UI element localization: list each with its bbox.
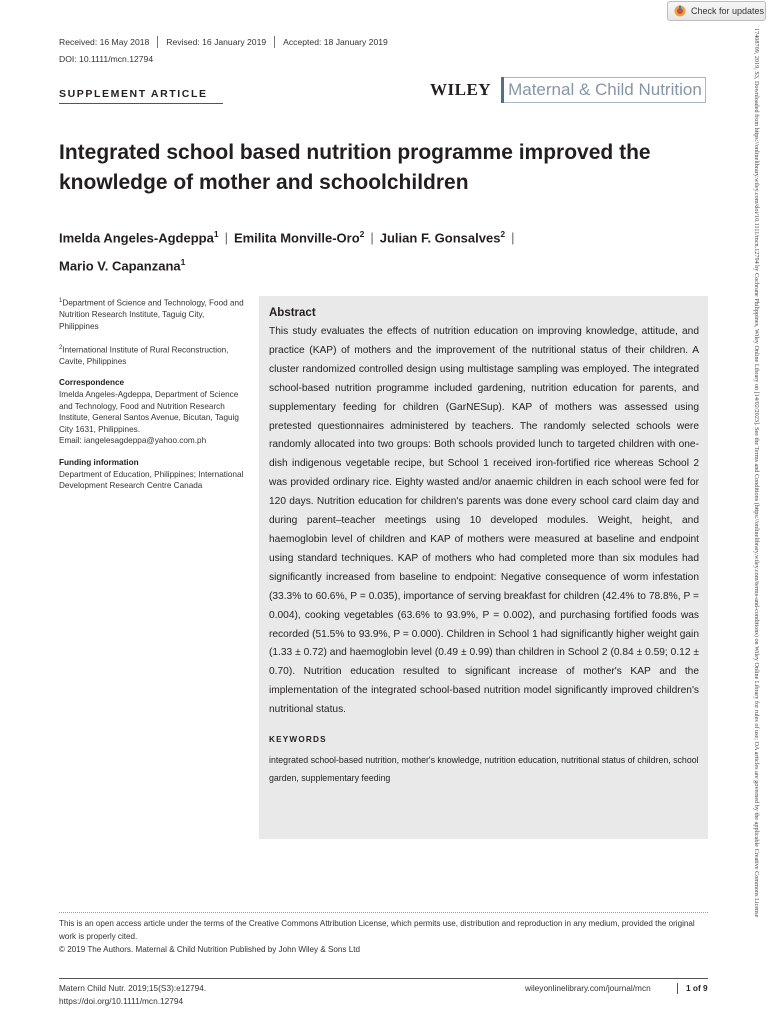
author-name[interactable]: Julian F. Gonsalves bbox=[379, 230, 501, 246]
correspondence-email[interactable]: Email: iangelesagdeppa@yahoo.com.ph bbox=[59, 436, 207, 446]
author-affiliation-mark: 2 bbox=[500, 229, 506, 239]
affiliation-text: International Institute of Rural Reconstruction, Cavite, Philippines bbox=[59, 345, 229, 366]
revised-date: Revised: 16 January 2019 bbox=[157, 36, 274, 48]
abstract-box bbox=[259, 296, 708, 839]
journal-brand bbox=[430, 77, 706, 103]
footer-divider bbox=[59, 978, 708, 979]
abstract-heading: Abstract bbox=[269, 307, 316, 319]
footer-doi-link[interactable]: https://doi.org/10.1111/mcn.12794 bbox=[59, 995, 184, 1006]
author-separator: | bbox=[370, 230, 374, 246]
check-for-updates-button[interactable] bbox=[667, 1, 766, 21]
article-metadata-column bbox=[59, 296, 245, 502]
footer-citation-block bbox=[59, 982, 206, 1007]
footer-journal-link[interactable]: wileyonlinelibrary.com/journal/mcn bbox=[525, 983, 651, 993]
download-notice-strip bbox=[748, 28, 764, 1018]
funding-text: Department of Education, Philippines; International Development Research Centre Canada bbox=[59, 469, 244, 491]
check-for-updates-label: Check for updates bbox=[691, 6, 765, 16]
download-notice-text: 17408709, 2019, S3, Downloaded from https://onlinelibrary.wiley.com/doi/10.1111/mcn.12794 by Cochrane Philippines, Wiley Online Library on [14/02/2023]. See the Terms and Conditions (https://onlinelibrary.wiley.com/terms-and-conditions) on Wiley Online Library for rules of use; OA articles are governed by the applicable Creative Commons License bbox=[753, 28, 760, 918]
article-type-underline bbox=[59, 103, 223, 104]
license-text: This is an open access article under the terms of the Creative Commons Attribution License, which permits use, distribution and reproduction in any medium, provided the original work is properly cited. bbox=[59, 919, 695, 941]
footer-citation: Matern Child Nutr. 2019;15(S3):e12794. bbox=[59, 983, 207, 993]
correspondence-text: Imelda Angeles-Agdeppa, Department of Science and Technology, Food and Nutrition Research Institute, General Santos Avenue, Bicutan, Taguig City 1631, Philippines. bbox=[59, 390, 239, 434]
correspondence-heading: Correspondence bbox=[59, 378, 125, 388]
affiliation-number: 2 bbox=[59, 344, 63, 351]
article-history bbox=[59, 36, 396, 48]
license-divider bbox=[59, 912, 708, 913]
keywords-heading: KEYWORDS bbox=[269, 735, 327, 745]
affiliation bbox=[59, 296, 245, 333]
author-name[interactable]: Imelda Angeles-Agdeppa bbox=[59, 230, 214, 246]
publisher-logo: WILEY bbox=[430, 80, 492, 99]
article-title: Integrated school based nutrition programme improved the knowledge of mother and schoolchildren bbox=[59, 141, 651, 194]
author-affiliation-mark: 1 bbox=[180, 257, 186, 268]
copyright-text: © 2019 The Authors. Maternal & Child Nutrition Published by John Wiley & Sons Ltd bbox=[59, 944, 360, 954]
author-list bbox=[59, 222, 619, 279]
abstract-text: This study evaluates the effects of nutrition education on improving knowledge, attitude, and practice (KAP) of mothers and the improvement of the nutritional status of their children. A cluster randomized controlled design using multistage sampling was employed. The integrated school-based nutrition programme included gardening, nutrition education for parents, and supplementary feeding for children (GarNESup). KAP of mothers was assessed using pretested questionnaires administered by teachers. The randomly selected schools were randomly allocated into two groups: Both schools provided lunch to targeted children with one-dish indigenous vegetable recipe, but School 1 received iron-fortified rice whereas School 2 was provided ordinary rice. Eighty wasted and/or anaemic children in each school were fed for 120 days. Nutrition education for children's parents was done every school card claim day and during parent–teacher meetings using 10 developed modules. Weight, height, and haemoglobin level of children and KAP of mothers were measured at baseline and endpoint using standard techniques. KAP of mothers who had completed more than six modules had significantly increased from baseline to endpoint: Negative consequence of worm infestation (33.3% to 60.6%, P = 0.035), importance of serving breakfast for children (42.4% to 78.8%, P = 0.004), cooking vegetables (63.6% to 93.9%, P = 0.002), and purchasing fortified foods was recorded (51.5% to 93.9%, P = 0.000). Children in School 1 had significantly higher weight gain (1.33 ± 0.72) and haemoglobin level (0.49 ± 0.99) than children in School 2 (0.84 ± 0.59; 0.12 ± 0.70). Nutrition education resulted to significant increase of mother's KAP and the implementation of the integrated school-based nutrition model significantly improved children's nutritional status. bbox=[269, 326, 699, 716]
affiliation bbox=[59, 343, 245, 368]
keywords-text: integrated school-based nutrition, mother's knowledge, nutrition education, nutritional status of children, school garden, supplementary feeding bbox=[269, 755, 699, 783]
author-name[interactable]: Emilita Monville-Oro bbox=[233, 230, 360, 246]
accepted-date: Accepted: 18 January 2019 bbox=[274, 36, 396, 48]
doi-header[interactable]: DOI: 10.1111/mcn.12794 bbox=[59, 54, 154, 64]
affiliation-text: Department of Science and Technology, Food and Nutrition Research Institute, Taguig City, Philippines bbox=[59, 298, 244, 331]
author-affiliation-mark: 2 bbox=[359, 229, 365, 239]
crossmark-icon bbox=[674, 5, 686, 17]
received-date: Received: 16 May 2018 bbox=[59, 37, 150, 47]
author-affiliation-mark: 1 bbox=[213, 229, 219, 239]
author-separator: | bbox=[224, 230, 228, 246]
journal-name: Maternal & Child Nutrition bbox=[504, 77, 706, 103]
page-number: 1 of 9 bbox=[677, 983, 708, 994]
author-separator: | bbox=[511, 230, 515, 246]
funding-block bbox=[59, 457, 245, 492]
correspondence-block bbox=[59, 377, 245, 447]
funding-heading: Funding information bbox=[59, 458, 139, 467]
affiliation-number: 1 bbox=[59, 298, 63, 304]
author-name[interactable]: Mario V. Capanzana bbox=[59, 258, 181, 274]
article-type-label: SUPPLEMENT ARTICLE bbox=[59, 88, 208, 100]
license-notice bbox=[59, 918, 714, 956]
